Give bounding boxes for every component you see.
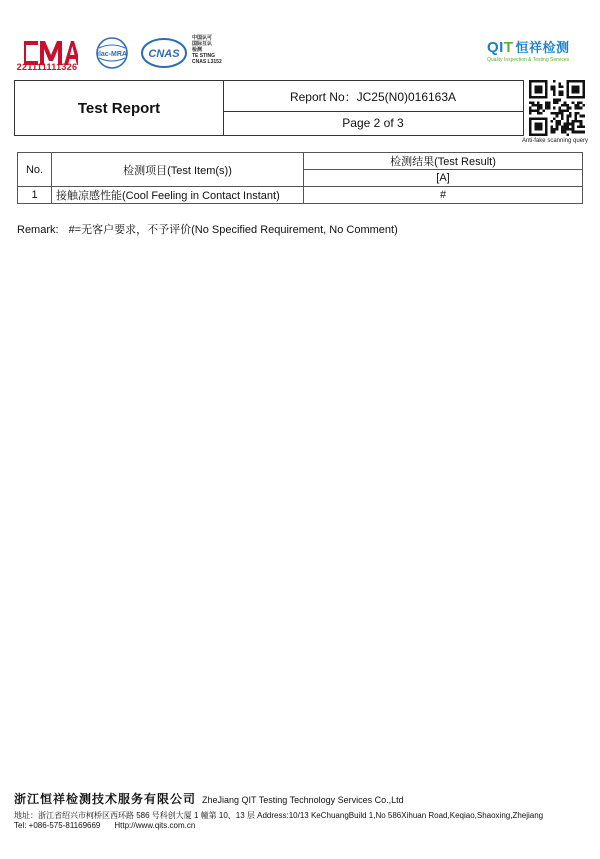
cnas-text-line: TE STING [192, 53, 216, 59]
qit-brand-cn: 恒祥检测 [515, 40, 570, 55]
qr-code[interactable] [529, 80, 585, 136]
footer-website[interactable]: Http://www.qits.com.cn [114, 821, 196, 830]
cma-certificate-number: 221111111326 [16, 62, 78, 72]
qr-caption: Anti-fake scanning query [521, 138, 589, 144]
remark-text: #=无客户要求，不予评价(No Specified Requirement, No Comment) [68, 224, 398, 236]
table-row [18, 187, 583, 204]
col-item-header: 检测项目(Test Item(s)) [52, 153, 304, 187]
qit-brand-t: T [503, 39, 514, 56]
qit-brand-qi: QI [487, 39, 504, 56]
cnas-text-line: 中国认可 [192, 35, 213, 41]
footer-contact [14, 821, 209, 830]
col-no-header: No. [18, 153, 52, 187]
report-header-box [14, 80, 524, 136]
cnas-label: CNAS [148, 48, 180, 60]
qit-logo [487, 37, 600, 63]
row-item: 接触凉感性能(Cool Feeling in Contact Instant) [52, 187, 304, 204]
ilac-mra-logo [91, 36, 133, 70]
qit-tagline: Quality Inspection & Testing Services [487, 57, 570, 63]
footer-company [14, 790, 404, 807]
remark-label: Remark: [17, 224, 59, 236]
ilac-mra-label: ilac-MRA [97, 51, 127, 58]
footer-address: 地址：浙江省绍兴市柯桥区西环路 586 号科创大厦 1 幢第 10、13 层 Address:10/13 KeChuangBuild 1,No 586Xihuan Road,Keqiao,Shaoxing,Zhejiang [14, 811, 544, 820]
col-result-header: 检测结果(Test Result) [304, 153, 583, 170]
cnas-logo [139, 36, 189, 70]
footer-tel: Tel: +086-575-81169669 [14, 821, 101, 830]
row-no: 1 [18, 187, 52, 204]
row-result: # [304, 187, 583, 204]
qit-brand [487, 37, 600, 56]
company-name-en: ZheJiang QIT Testing Technology Services Co.,Ltd [202, 795, 404, 805]
report-number: Report No：JC25(N0)016163A [223, 81, 523, 112]
page-indicator: Page 2 of 3 [342, 116, 404, 130]
report-title: Test Report [15, 81, 224, 135]
cnas-text-line: CNAS L3152 [192, 59, 222, 65]
results-table [17, 152, 583, 204]
cnas-text-line: 国际互认 [192, 41, 213, 47]
cnas-text-line: 检测 [192, 47, 203, 53]
result-sample-label: [A] [304, 170, 583, 187]
remark [17, 221, 408, 237]
company-name-cn: 浙江恒祥检测技术服务有限公司 [14, 792, 197, 806]
table-header-row [18, 153, 583, 170]
cnas-accreditation-text [192, 35, 222, 65]
